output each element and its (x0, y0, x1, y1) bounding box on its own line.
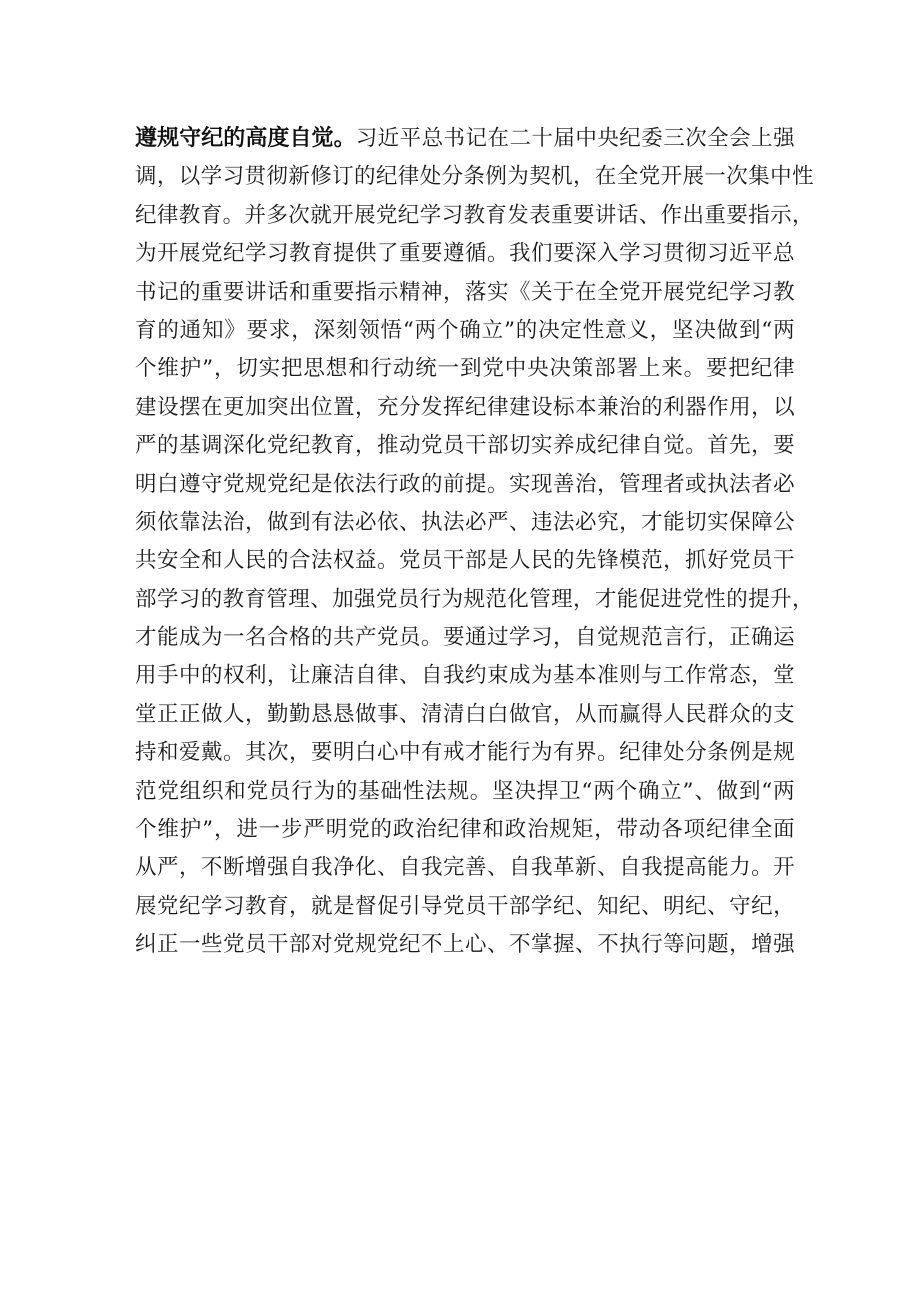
text-line: 纪律教育。并多次就开展党纪学习教育发表重要讲话、作出重要指示， (135, 202, 814, 228)
text-line: 书记的重要讲话和重要指示精神，落实《关于在全党开展党纪学习教 (135, 279, 795, 305)
text-line: 严的基调深化党纪教育，推动党员干部切实养成纪律自觉。首先，要 (135, 433, 795, 459)
text-line: 调，以学习贯彻新修订的纪律处分条例为契机，在全党开展一次集中性 (135, 164, 814, 190)
text-line: 持和爱戴。其次，要明白心中有戒才能行为有界。纪律处分条例是规 (135, 740, 795, 766)
text-line: 部学习的教育管理、加强党员行为规范化管理，才能促进党性的提升， (135, 586, 814, 612)
text-line: 为开展党纪学习教育提供了重要遵循。我们要深入学习贯彻习近平总 (135, 241, 795, 267)
text-line-1 (135, 120, 795, 158)
text-line: 范党组织和党员行为的基础性法规。坚决捍卫“两个确立”、做到“两 (135, 778, 795, 804)
text-line: 明白遵守党规党纪是依法行政的前提。实现善治，管理者或执法者必 (135, 471, 795, 497)
text-line: 展党纪学习教育，就是督促引导党员干部学纪、知纪、明纪、守纪， (135, 893, 795, 919)
text-line: 用手中的权利，让廉洁自律、自我约束成为基本准则与工作常态，堂 (135, 663, 795, 689)
text-line: 堂正正做人，勤勤恳恳做事、清清白白做官，从而赢得人民群众的支 (135, 701, 795, 727)
text-line: 育的通知》要求，深刻领悟“两个确立”的决定性意义，坚决做到“两 (135, 317, 795, 343)
text-line: 须依靠法治，做到有法必依、执法必严、违法必究，才能切实保障公 (135, 509, 795, 535)
text-line: 个维护”，进一步严明党的政治纪律和政治规矩，带动各项纪律全面 (135, 817, 795, 843)
paragraph (135, 120, 814, 965)
text-line: 共安全和人民的合法权益。党员干部是人民的先锋模范，抓好党员干 (135, 548, 795, 574)
text-line: 才能成为一名合格的共产党员。要通过学习，自觉规范言行，正确运 (135, 625, 795, 651)
text-line: 个维护”，切实把思想和行动统一到党中央决策部署上来。要把纪律 (135, 356, 795, 382)
text-line: 纠正一些党员干部对党规党纪不上心、不掌握、不执行等问题，增强 (135, 932, 795, 958)
section-heading: 遵规守纪的高度自觉。 (135, 126, 356, 151)
text-line: 建设摆在更加突出位置，充分发挥纪律建设标本兼治的利器作用，以 (135, 394, 795, 420)
text-line-1-rest: 习近平总书记在二十届中央纪委三次全会上强 (355, 126, 795, 151)
text-line: 从严，不断增强自我净化、自我完善、自我革新、自我提高能力。开 (135, 855, 795, 881)
